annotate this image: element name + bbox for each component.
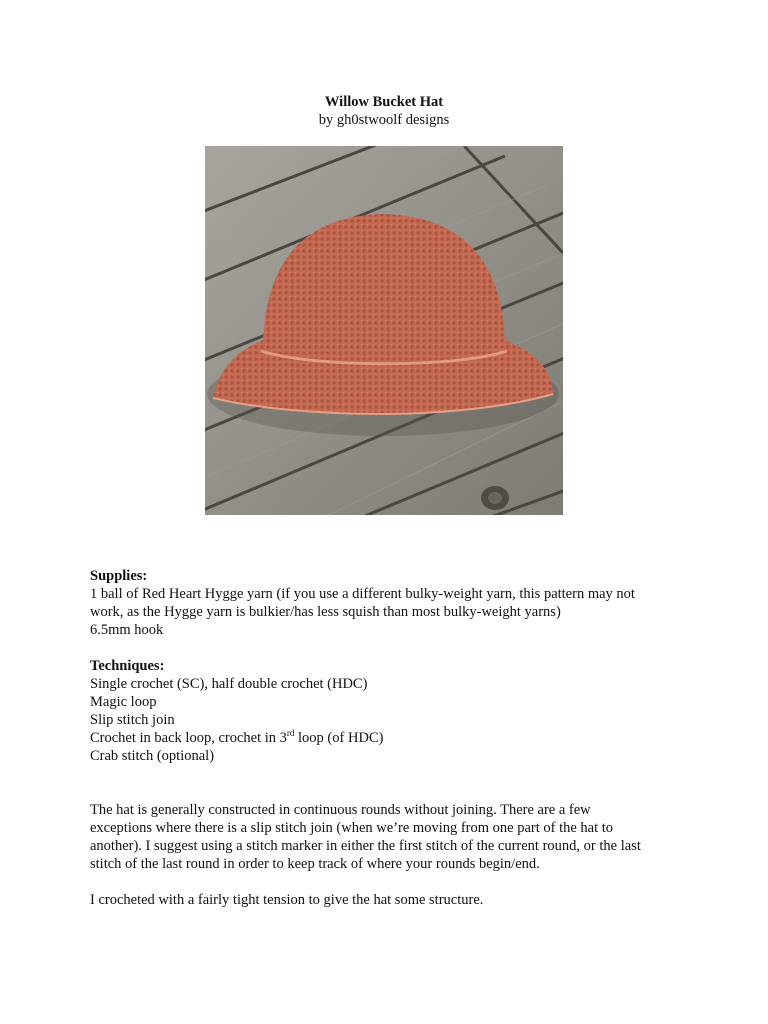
construction-line: stitch of the last round in order to keep track of where your rounds begin/end. — [90, 856, 540, 872]
pattern-body — [90, 567, 690, 909]
supplies-line: 6.5mm hook — [90, 622, 164, 638]
technique-line: Magic loop — [90, 694, 157, 710]
techniques-heading: Techniques: — [90, 658, 165, 674]
supplies-heading: Supplies: — [90, 568, 148, 584]
construction-line: another). I suggest using a stitch marker in either the first stitch of the current round, or the last — [90, 838, 641, 854]
document-byline: by gh0stwoolf designs — [318, 112, 450, 128]
tension-note: I crocheted with a fairly tight tension to give the hat some structure. — [90, 892, 484, 908]
technique-line: Slip stitch join — [90, 712, 175, 728]
technique-line: Crochet in back loop, crochet in 3rd loop (of HDC) — [90, 728, 384, 746]
document-title: Willow Bucket Hat — [324, 94, 444, 110]
technique-line: Crab stitch (optional) — [90, 748, 215, 764]
title-block — [0, 93, 768, 129]
supplies-line: 1 ball of Red Heart Hygge yarn (if you use a different bulky-weight yarn, this pattern may not — [90, 586, 635, 602]
knitted-hat-photo — [205, 146, 563, 515]
technique-line: Single crochet (SC), half double crochet (HDC) — [90, 676, 368, 692]
supplies-line: work, as the Hygge yarn is bulkier/has less squish than most bulky-weight yarns) — [90, 604, 561, 620]
construction-line: The hat is generally constructed in continuous rounds without joining. There are a few — [90, 802, 591, 818]
construction-line: exceptions where there is a slip stitch join (when we’re moving from one part of the hat to — [90, 820, 614, 836]
